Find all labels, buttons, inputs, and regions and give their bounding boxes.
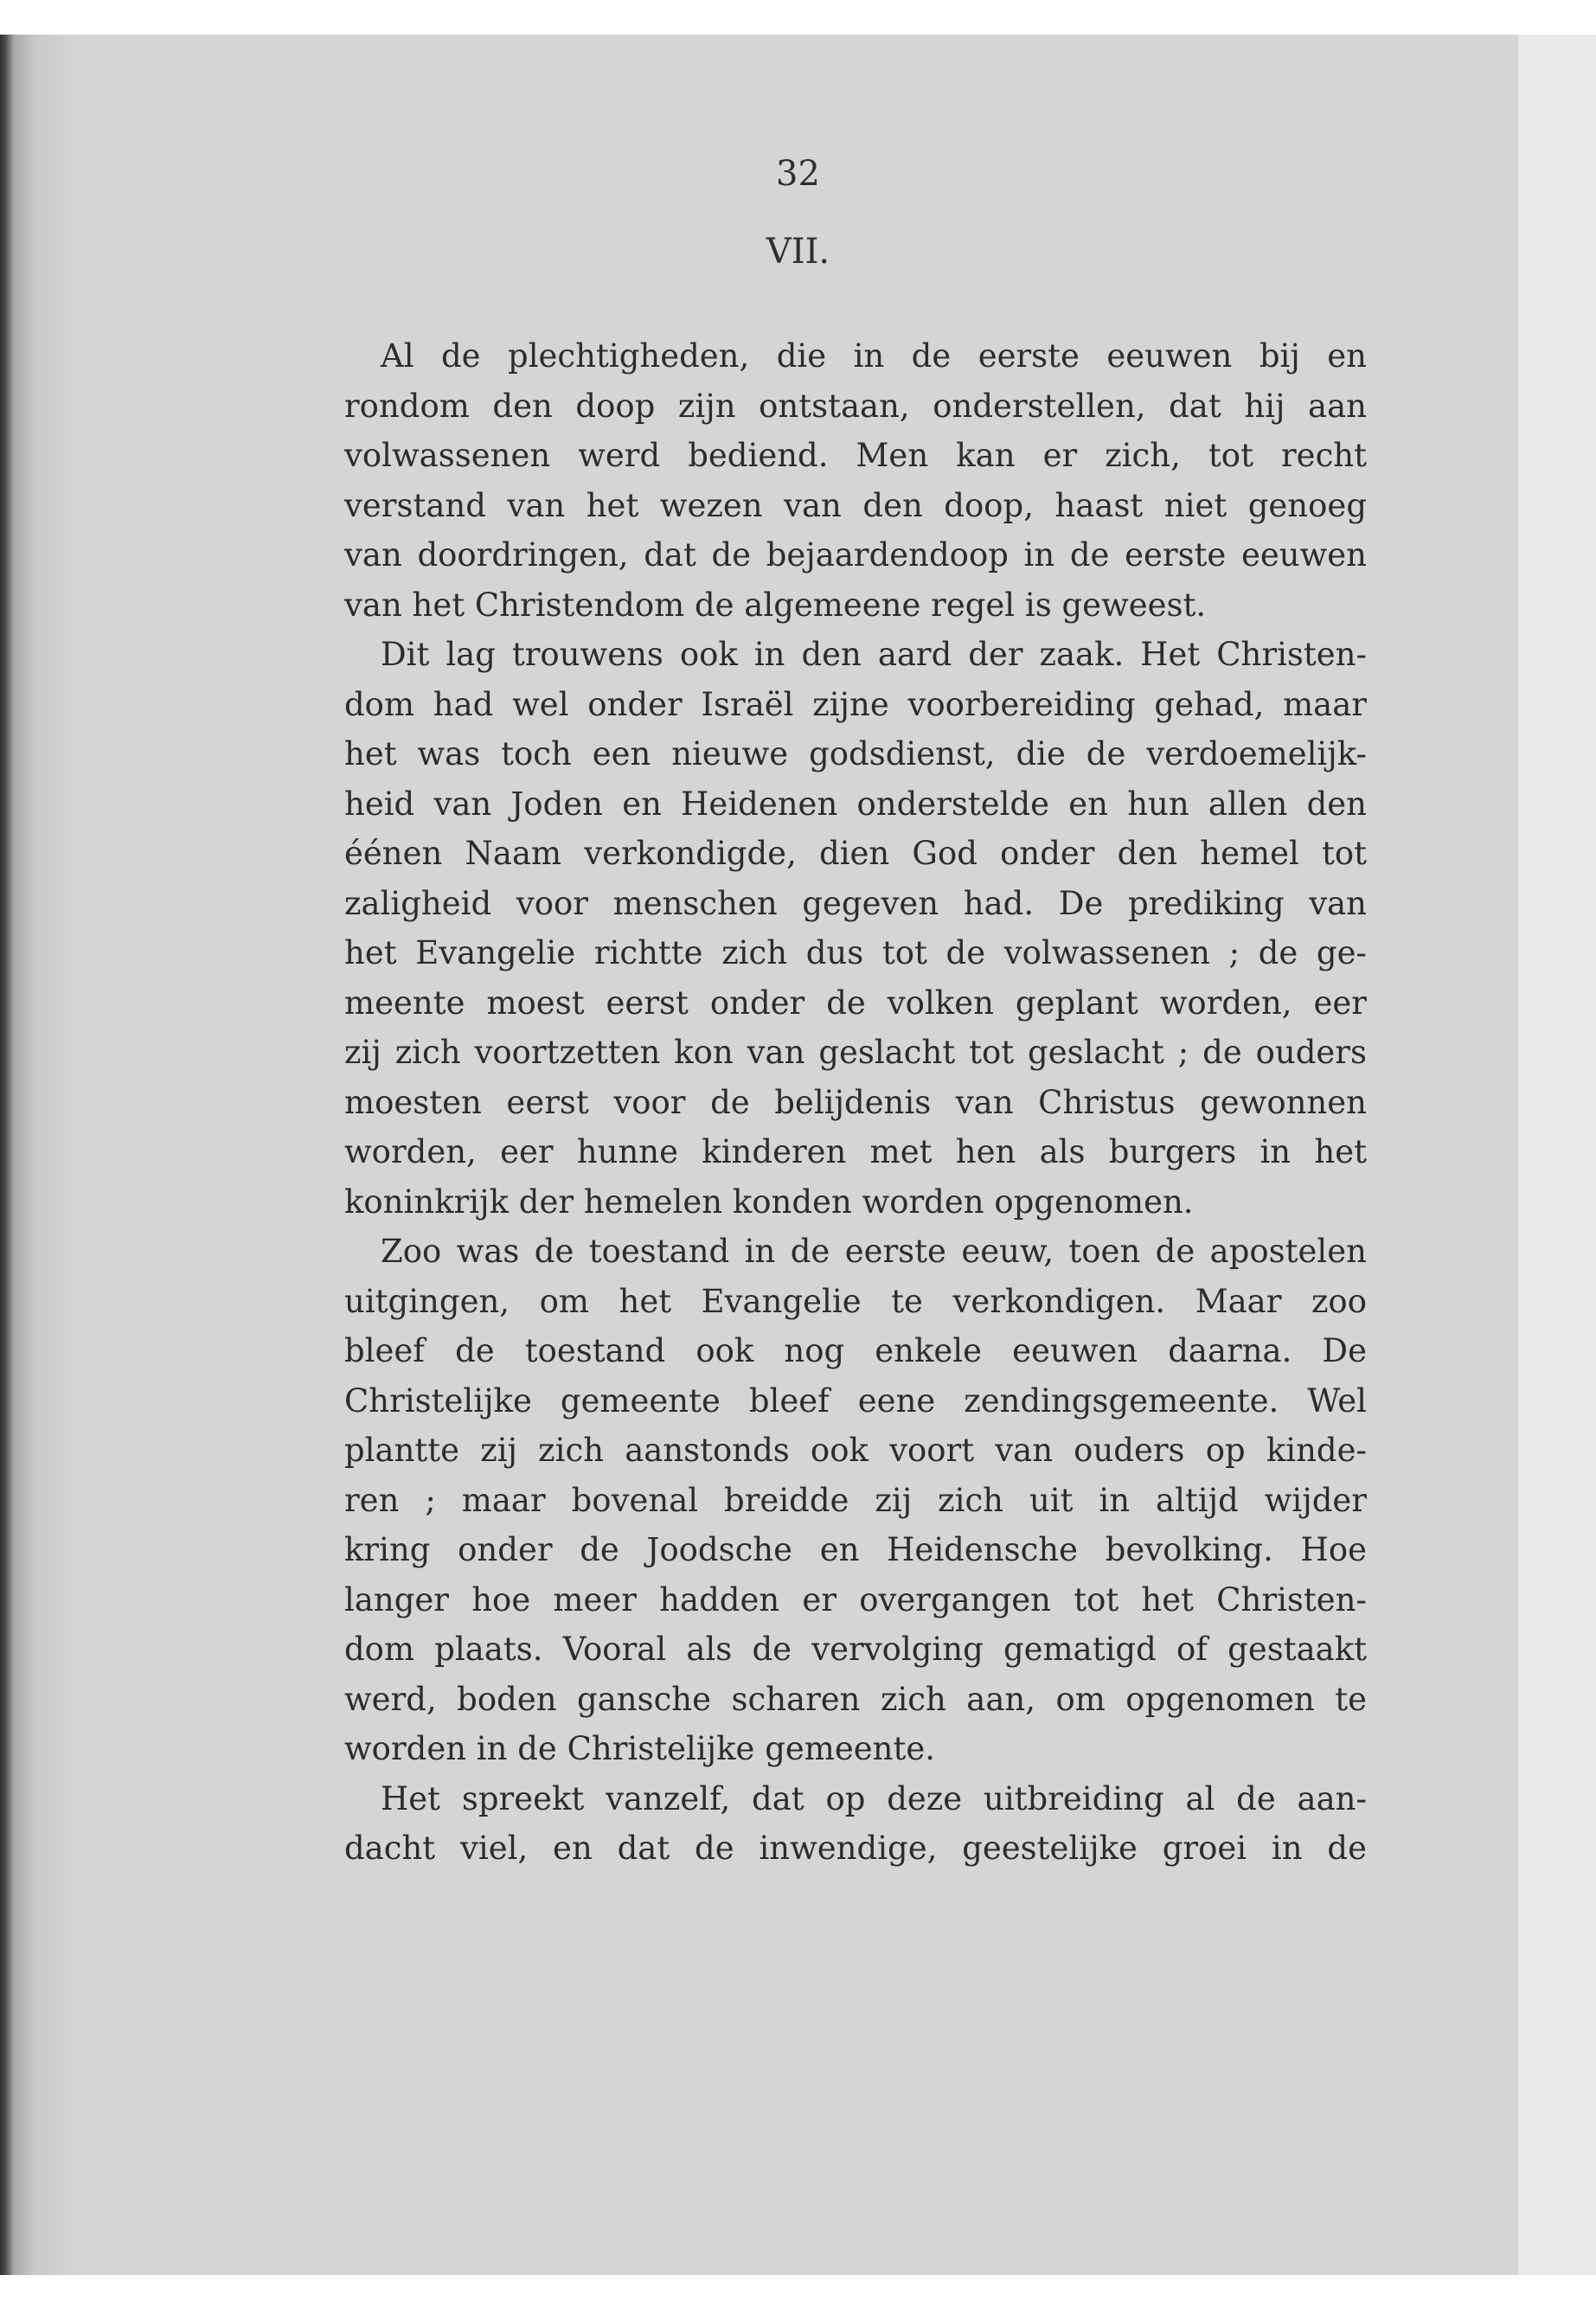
text-line: dom plaats. Vooral als de vervolging gematigd of gestaakt: [344, 1631, 1367, 1668]
text-line: van doordringen, dat de bejaardendoop in de eerste eeuwen: [344, 536, 1367, 574]
text-line: uitgingen, om het Evangelie te verkondigen. Maar zoo: [344, 1282, 1367, 1320]
text-line: heid van Joden en Heidenen onderstelde en hun allen den: [344, 785, 1367, 823]
text-line: zij zich voortzetten kon van geslacht tot geslacht ; de ouders: [344, 1034, 1367, 1071]
book-binding-edge: [0, 35, 82, 2275]
text-line: Zoo was de toestand in de eerste eeuw, toen de apostelen: [381, 1233, 1367, 1270]
text-line: rondom den doop zijn ontstaan, onderstellen, dat hij aan: [344, 387, 1367, 425]
text-line: het Evangelie richtte zich dus tot de volwassenen ; de ge-: [344, 934, 1367, 971]
scan-margin-right: [1518, 35, 1596, 2275]
text-line: werd, boden gansche scharen zich aan, om opgenomen te: [344, 1680, 1367, 1718]
text-line: Christelijke gemeente bleef eene zendingsgemeente. Wel: [344, 1381, 1367, 1420]
text-line: verstand van het wezen van den doop, haast niet genoeg: [344, 486, 1367, 524]
text-line: van het Christendom de algemeene regel is geweest.: [344, 586, 1207, 624]
text-line: zaligheid voor menschen gegeven had. De prediking van: [344, 884, 1367, 922]
text-line: plantte zij zich aanstonds ook voort van ouders op kinde-: [344, 1432, 1367, 1469]
chapter-heading: VII.: [766, 232, 830, 272]
text-line: worden, eer hunne kinderen met hen als burgers in het: [344, 1133, 1367, 1170]
text-line: éénen Naam verkondigde, dien God onder den hemel tot: [344, 835, 1367, 872]
page-number: 32: [776, 154, 820, 194]
text-line: Het spreekt vanzelf, dat op deze uitbreiding al de aan-: [381, 1779, 1367, 1817]
text-line: Dit lag trouwens ook in den aard der zaak. Het Christen-: [381, 636, 1367, 673]
text-line: kring onder de Joodsche en Heidensche bevolking. Hoe: [344, 1531, 1367, 1568]
text-line: dacht viel, en dat de inwendige, geestelijke groei in de: [344, 1830, 1367, 1867]
body-text: [344, 331, 1367, 1874]
text-line: moesten eerst voor de belijdenis van Christus gewonnen: [344, 1083, 1367, 1121]
text-line: meente moest eerst onder de volken geplant worden, eer: [344, 984, 1367, 1022]
text-line: volwassenen werd bediend. Men kan er zich, tot recht: [344, 437, 1367, 474]
text-line: het was toch een nieuwe godsdienst, die de verdoemelijk-: [344, 735, 1367, 772]
text-line: bleef de toestand ook nog enkele eeuwen daarna. De: [344, 1332, 1367, 1369]
text-line: dom had wel onder Israël zijne voorbereiding gehad, maar: [344, 685, 1367, 723]
text-line: ren ; maar bovenal breidde zij zich uit in altijd wijder: [344, 1481, 1367, 1519]
text-line: worden in de Christelijke gemeente.: [344, 1730, 936, 1767]
text-line: koninkrijk der hemelen konden worden opgenomen.: [344, 1183, 1194, 1221]
text-line: Al de plechtigheden, die in de eerste eeuwen bij en: [381, 337, 1367, 375]
text-line: langer hoe meer hadden er overgangen tot het Christen-: [344, 1580, 1367, 1618]
